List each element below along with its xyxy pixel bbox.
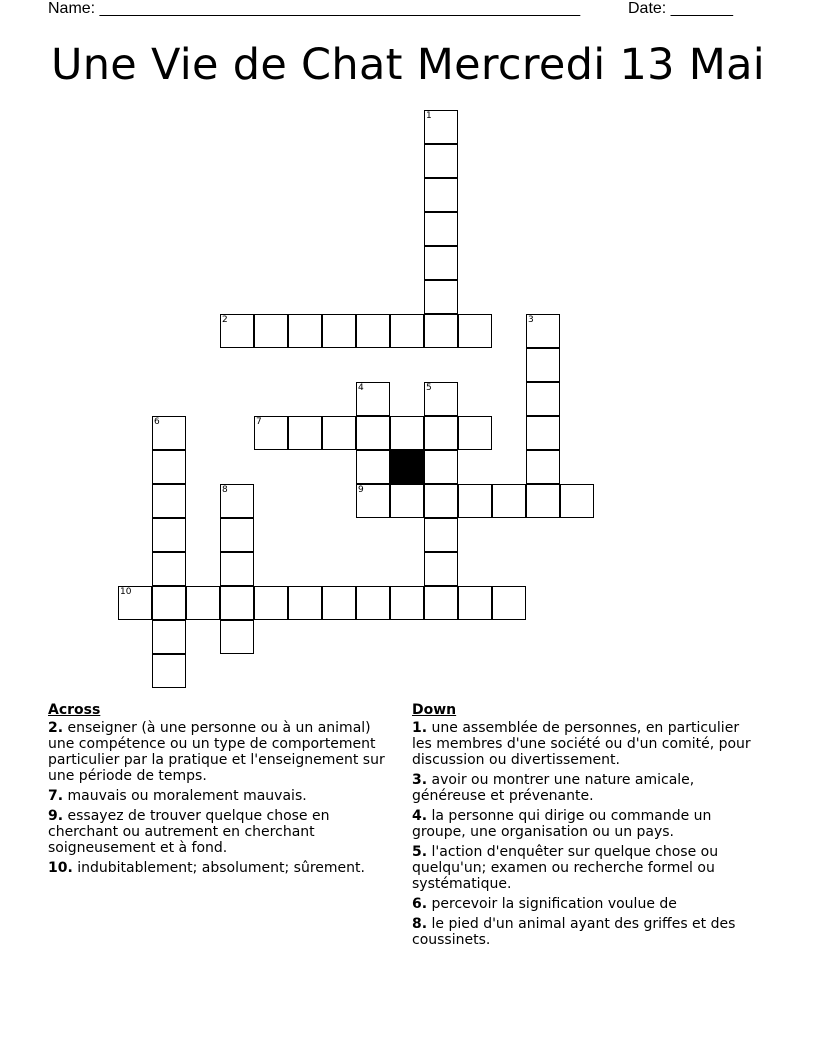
- grid-cell[interactable]: [220, 586, 254, 620]
- grid-cell[interactable]: [152, 620, 186, 654]
- clue-number: 5.: [412, 844, 428, 860]
- grid-cell[interactable]: [356, 416, 390, 450]
- grid-cell[interactable]: [424, 110, 458, 144]
- clue-text: enseigner (à une personne ou à un animal) une compétence ou un type de comportement particulier par la pratique et l'enseignement sur une période de temps.: [48, 720, 385, 784]
- grid-cell[interactable]: [526, 314, 560, 348]
- clue-number: 9.: [48, 808, 64, 824]
- clue-number: 2.: [48, 720, 64, 736]
- grid-cell[interactable]: [390, 314, 424, 348]
- across-clues: [48, 701, 396, 880]
- grid-cell[interactable]: [458, 416, 492, 450]
- across-clue: [48, 720, 396, 784]
- grid-cell[interactable]: [186, 586, 220, 620]
- grid-cell[interactable]: [322, 416, 356, 450]
- clue-number: 7.: [48, 788, 64, 804]
- grid-cell[interactable]: [254, 416, 288, 450]
- across-clue: [48, 788, 396, 804]
- grid-cell[interactable]: [152, 586, 186, 620]
- grid-cell[interactable]: [288, 314, 322, 348]
- grid-cell[interactable]: [356, 586, 390, 620]
- cell-number: 5: [426, 383, 432, 393]
- down-clue: [412, 772, 762, 804]
- across-clue: [48, 808, 396, 856]
- grid-cell[interactable]: [220, 484, 254, 518]
- grid-cell[interactable]: [152, 416, 186, 450]
- grid-cell[interactable]: [152, 450, 186, 484]
- grid-cell[interactable]: [424, 314, 458, 348]
- grid-cell[interactable]: [356, 382, 390, 416]
- grid-cell[interactable]: [220, 314, 254, 348]
- grid-cell[interactable]: [424, 144, 458, 178]
- down-clue-list: [412, 720, 762, 948]
- grid-cell[interactable]: [288, 416, 322, 450]
- grid-cell[interactable]: [220, 552, 254, 586]
- grid-cell[interactable]: [220, 518, 254, 552]
- grid-cell[interactable]: [152, 518, 186, 552]
- across-clue-list: [48, 720, 396, 876]
- grid-cell[interactable]: [526, 348, 560, 382]
- across-clue: [48, 860, 396, 876]
- clue-number: 6.: [412, 896, 428, 912]
- clue-text: percevoir la signification voulue de: [427, 896, 677, 912]
- grid-cell[interactable]: [424, 416, 458, 450]
- grid-cell[interactable]: [322, 314, 356, 348]
- down-clue: [412, 896, 762, 912]
- cell-number: 7: [256, 417, 262, 427]
- cell-number: 10: [120, 587, 132, 597]
- grid-cell[interactable]: [458, 484, 492, 518]
- grid-cell[interactable]: [424, 280, 458, 314]
- grid-cell[interactable]: [492, 484, 526, 518]
- clue-number: 10.: [48, 860, 73, 876]
- cell-number: 6: [154, 417, 160, 427]
- grid-cell[interactable]: [458, 314, 492, 348]
- grid-cell[interactable]: [390, 484, 424, 518]
- grid-cell[interactable]: [322, 586, 356, 620]
- grid-cell[interactable]: [526, 382, 560, 416]
- clue-text: indubitablement; absolument; sûrement.: [72, 860, 365, 876]
- clue-text: mauvais ou moralement mauvais.: [63, 788, 307, 804]
- clue-number: 1.: [412, 720, 428, 736]
- down-heading: Down: [412, 702, 457, 718]
- grid-cell[interactable]: [288, 586, 322, 620]
- black-cell: [390, 450, 424, 484]
- grid-cell[interactable]: [424, 484, 458, 518]
- clue-text: une assemblée de personnes, en particulier les membres d'une société ou d'un comité, pour discussion ou divertissement.: [412, 720, 751, 768]
- clue-number: 4.: [412, 808, 428, 824]
- grid-cell[interactable]: [424, 178, 458, 212]
- date-label: Date: _______: [628, 0, 733, 17]
- cell-number: 9: [358, 485, 364, 495]
- grid-cell[interactable]: [560, 484, 594, 518]
- grid-cell[interactable]: [390, 586, 424, 620]
- grid-cell[interactable]: [424, 518, 458, 552]
- grid-cell[interactable]: [220, 620, 254, 654]
- grid-cell[interactable]: [424, 586, 458, 620]
- across-heading: Across: [48, 702, 101, 718]
- cell-number: 3: [528, 315, 534, 325]
- cell-number: 8: [222, 485, 228, 495]
- grid-cell[interactable]: [526, 484, 560, 518]
- cell-number: 2: [222, 315, 228, 325]
- grid-cell[interactable]: [424, 552, 458, 586]
- grid-cell[interactable]: [424, 246, 458, 280]
- grid-cell[interactable]: [254, 314, 288, 348]
- clue-number: 8.: [412, 916, 428, 932]
- down-clue: [412, 808, 762, 840]
- grid-cell[interactable]: [526, 416, 560, 450]
- grid-cell[interactable]: [118, 586, 152, 620]
- grid-cell[interactable]: [356, 484, 390, 518]
- grid-cell[interactable]: [458, 586, 492, 620]
- clue-number: 3.: [412, 772, 428, 788]
- clue-text: l'action d'enquêter sur quelque chose ou quelqu'un; examen ou recherche formel ou systématique.: [412, 844, 719, 892]
- grid-cell[interactable]: [152, 654, 186, 688]
- cell-number: 4: [358, 383, 364, 393]
- grid-cell[interactable]: [152, 552, 186, 586]
- grid-cell[interactable]: [356, 450, 390, 484]
- grid-cell[interactable]: [356, 314, 390, 348]
- grid-cell[interactable]: [526, 450, 560, 484]
- clue-text: essayez de trouver quelque chose en cherchant ou autrement en cherchant soigneusement et à fond.: [48, 808, 330, 856]
- grid-cell[interactable]: [492, 586, 526, 620]
- down-clue: [412, 720, 762, 768]
- clue-text: la personne qui dirige ou commande un groupe, une organisation ou un pays.: [412, 808, 712, 840]
- grid-cell[interactable]: [152, 484, 186, 518]
- down-clue: [412, 916, 762, 948]
- grid-cell[interactable]: [424, 450, 458, 484]
- clue-text: avoir ou montrer une nature amicale, généreuse et prévenante.: [412, 772, 695, 804]
- grid-cell[interactable]: [424, 382, 458, 416]
- clue-text: le pied d'un animal ayant des griffes et des coussinets.: [412, 916, 736, 948]
- grid-cell[interactable]: [254, 586, 288, 620]
- down-clue: [412, 844, 762, 892]
- grid-cell[interactable]: [424, 212, 458, 246]
- grid-cell[interactable]: [390, 416, 424, 450]
- name-label: Name: ______________________________________________________: [48, 0, 581, 17]
- cell-number: 1: [426, 111, 432, 121]
- page-title: Une Vie de Chat Mercredi 13 Mai: [50, 40, 766, 90]
- down-clues: [412, 701, 762, 952]
